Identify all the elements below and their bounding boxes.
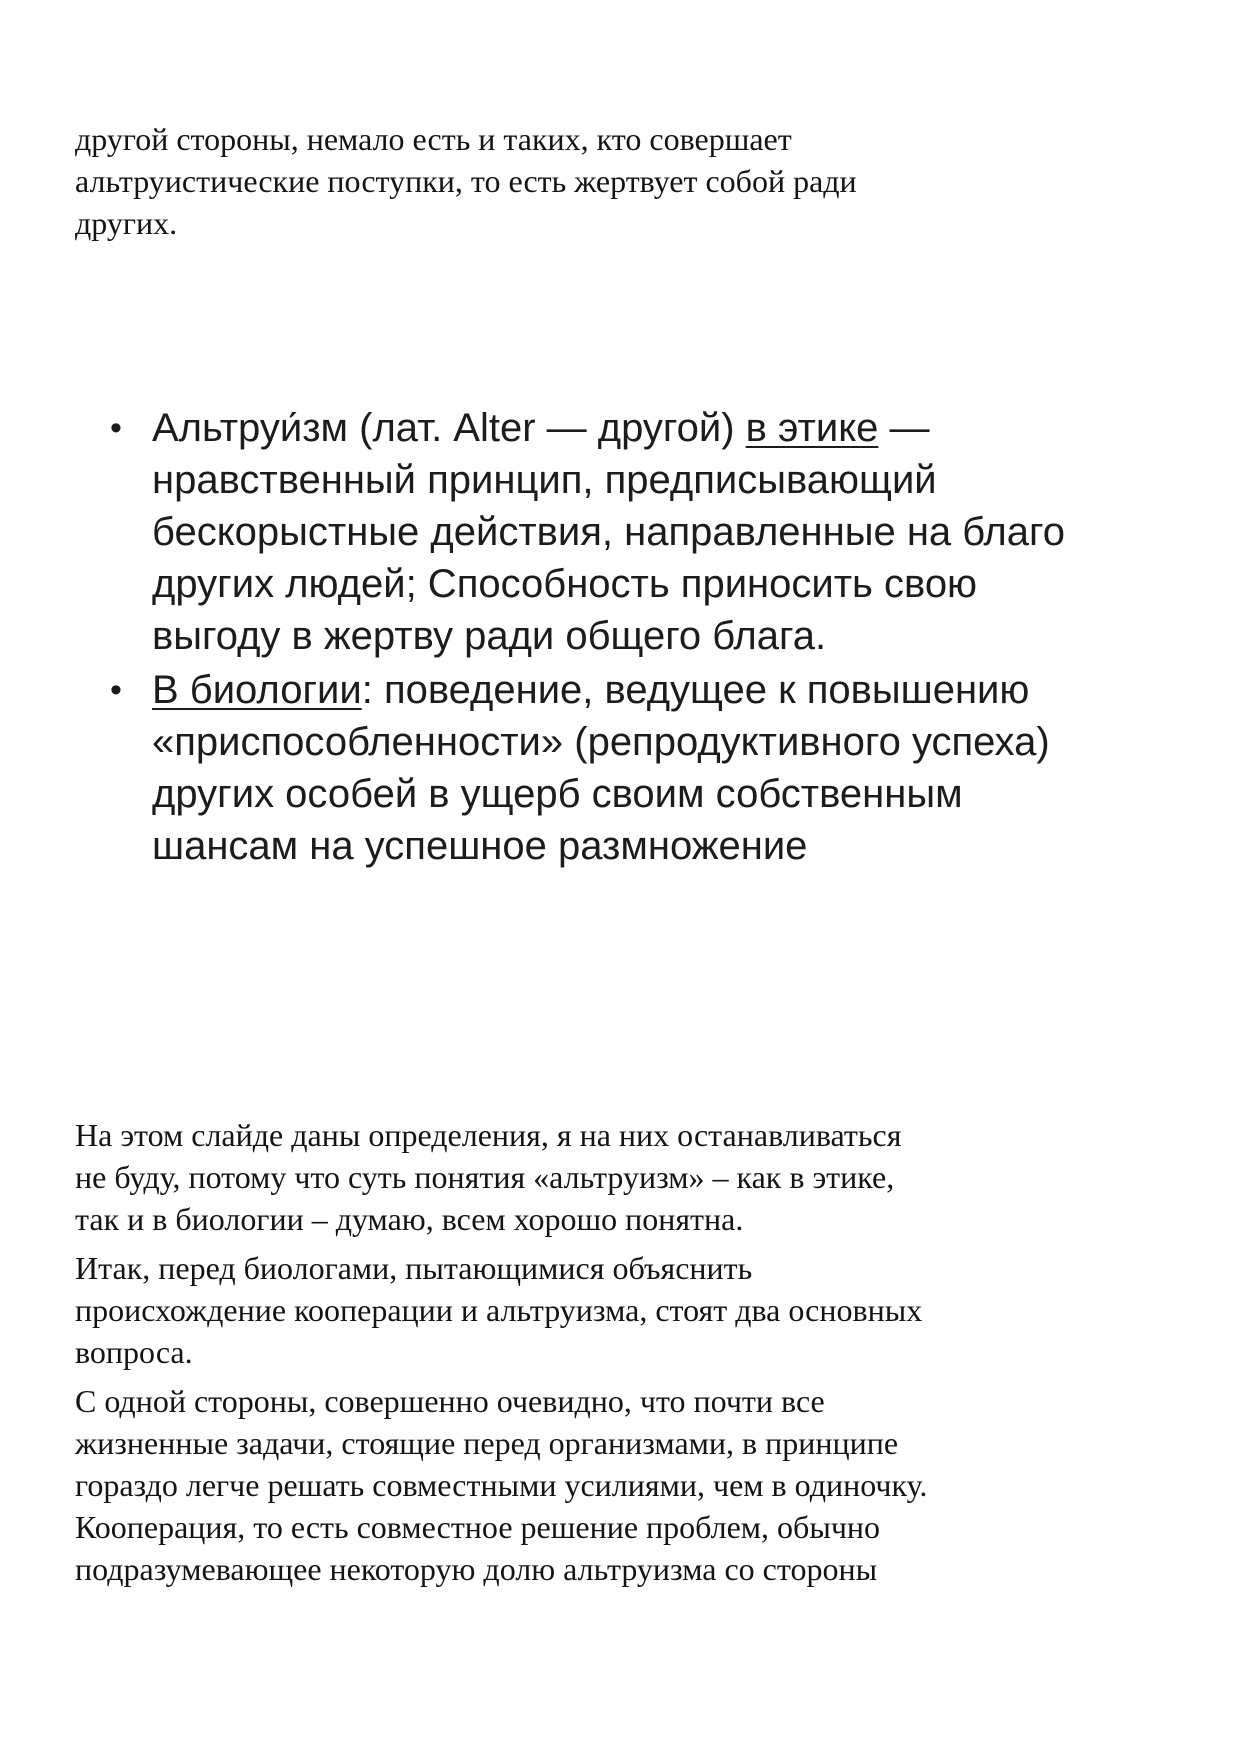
ethics-prefix: Альтруи́зм (лат. Alter — другой) [152,406,746,450]
biology-link[interactable]: В биологии [152,668,362,712]
notes-paragraph-1: На этом слайде даны определения, я на них останавливаться не буду, потому что суть понятия «альтруизм» – как в этике, так и в биологии – думаю, всем хорошо понятна. [75,1117,902,1237]
biology-rest: : поведение, ведущее к повышению «приспособленности» (репродуктивного успеха) других особей в ущерб своим собственным шансам на успешное размножение [152,668,1050,868]
ethics-link[interactable]: в этике [745,406,879,450]
bullet-icon: • [110,671,122,709]
biology-definition-text [152,664,1050,872]
slide-definition-block [110,402,1170,874]
notes-text-block [75,1114,1135,1597]
bullet-item-biology [110,664,1170,872]
ethics-definition-text [152,402,1065,662]
notes-paragraph-2: Итак, перед биологами, пытающимися объяснить происхождение кооперации и альтруизма, стоят два основных вопроса. [75,1250,923,1370]
intro-paragraph: другой стороны, немало есть и таких, кто совершает альтруистические поступки, то есть жертвует собой ради других. [75,121,857,241]
ethics-rest: — нравственный принцип, предписывающий бескорыстные действия, направленные на благо других людей; Способность приносить свою выгоду в жертву ради общего блага. [152,406,1065,658]
bullet-icon: • [110,409,122,447]
intro-text-block [75,118,1135,251]
notes-paragraph-3: С одной стороны, совершенно очевидно, что почти все жизненные задачи, стоящие перед организмами, в принципе гораздо легче решать совместными усилиями, чем в одиночку. Кооперация, то есть совместное решение проблем, обычно подразумевающее некоторую долю альтруизма со стороны [75,1383,928,1587]
bullet-item-ethics [110,402,1170,662]
